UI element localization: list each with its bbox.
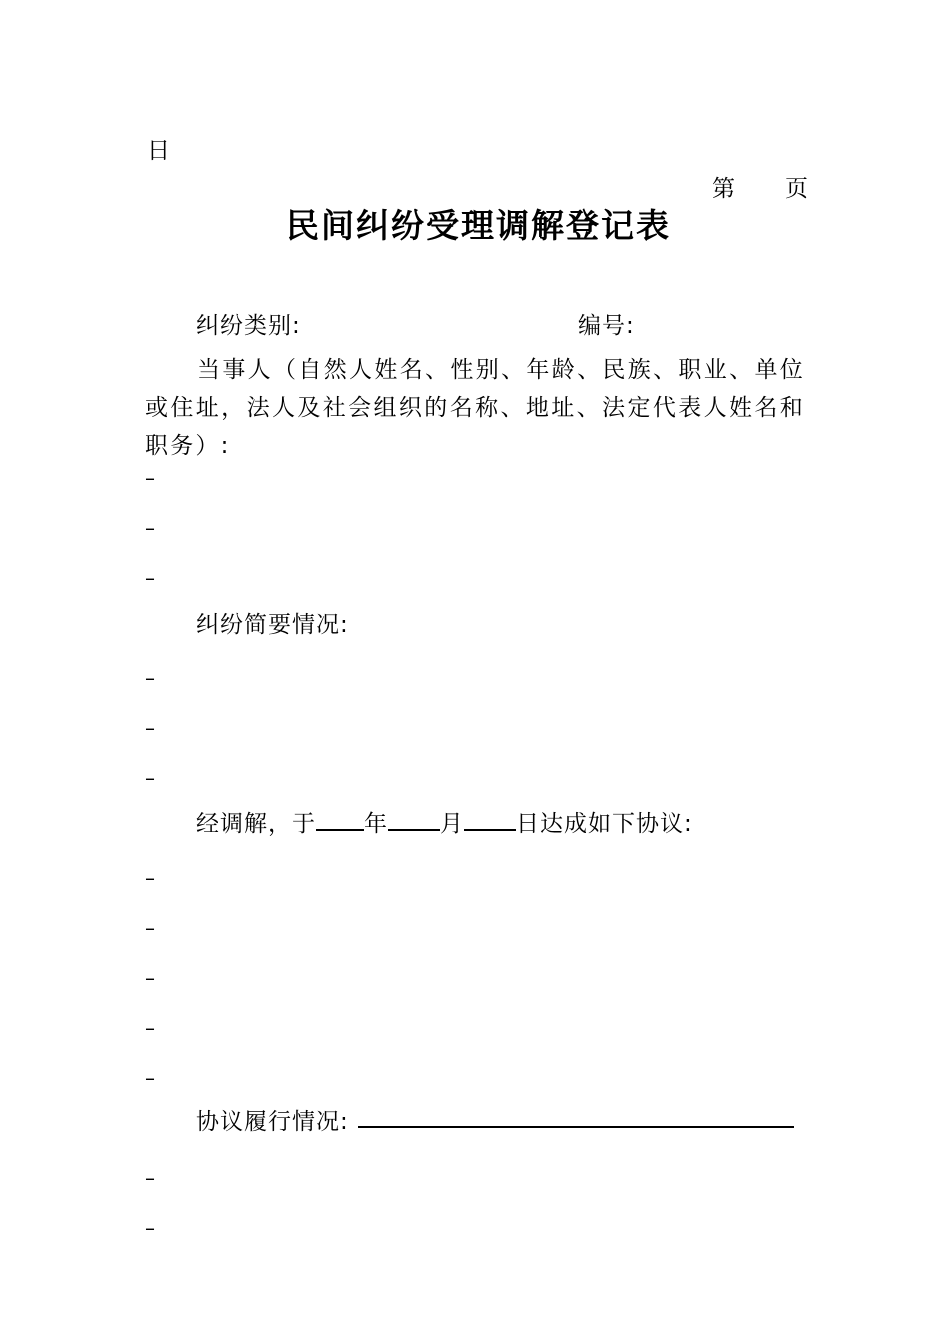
blank-line-dash: –	[145, 466, 155, 490]
day-blank	[464, 805, 516, 831]
blank-line-dash: –	[145, 666, 155, 690]
blank-line-dash: –	[145, 916, 155, 940]
dispute-summary-label: 纠纷简要情况:	[196, 612, 349, 638]
blank-line-dash: –	[145, 1016, 155, 1040]
month-blank	[388, 805, 440, 831]
page-title: 民间纠纷受理调解登记表	[286, 206, 671, 245]
dispute-category-label: 纠纷类别:	[196, 313, 301, 339]
blank-line-dash: –	[145, 766, 155, 790]
agreement-prefix: 经调解，于	[196, 811, 316, 837]
header-day-char: 日	[147, 138, 171, 164]
year-blank	[316, 805, 364, 831]
agreement-month: 月	[440, 811, 464, 837]
agreement-year: 年	[364, 811, 388, 837]
page-label-prefix: 第	[712, 176, 736, 202]
blank-line-dash: –	[145, 516, 155, 540]
agreement-line	[196, 805, 693, 838]
page-label-suffix: 页	[785, 176, 809, 202]
blank-line-dash: –	[145, 866, 155, 890]
blank-line-dash: –	[145, 966, 155, 990]
blank-line-dash: –	[145, 566, 155, 590]
blank-line-dash: –	[145, 716, 155, 740]
blank-line-dash: –	[145, 1166, 155, 1190]
blank-line-dash: –	[145, 1216, 155, 1240]
blank-line-dash: –	[145, 1066, 155, 1090]
party-info-paragraph: 当事人（自然人姓名、性别、年龄、民族、职业、单位或住址，法人及社会组织的名称、地址、法定代表人姓名和职务）:	[145, 357, 805, 459]
record-number-label: 编号:	[578, 313, 635, 339]
agreement-performance-label: 协议履行情况:	[196, 1109, 349, 1135]
agreement-suffix: 日达成如下协议:	[516, 811, 693, 837]
performance-underline	[358, 1126, 794, 1128]
